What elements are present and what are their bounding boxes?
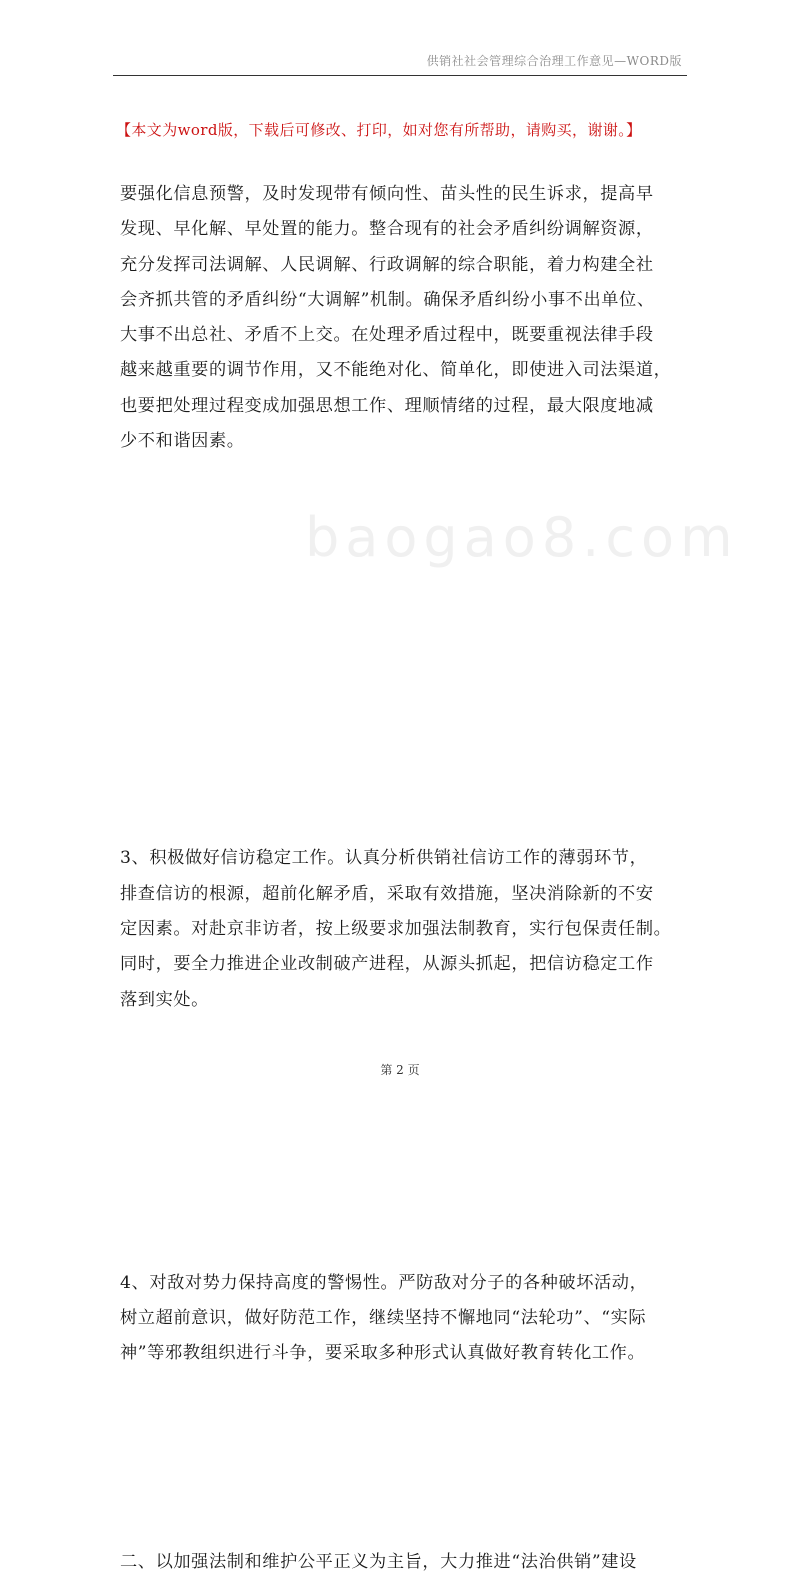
text-line: 定因素。对赴京非访者，按上级要求加强法制教育，实行包保责任制。 — [120, 918, 672, 939]
paragraph-petition-stability — [120, 841, 692, 1017]
text-line: 越来越重要的调节作用，又不能绝对化、简单化，即使进入司法渠道， — [120, 360, 672, 381]
text-line: 同时，要全力推进企业改制破产进程，从源头抓起，把信访稳定工作 — [120, 954, 654, 975]
text-line: 发现、早化解、早处置的能力。整合现有的社会矛盾纠纷调解资源， — [120, 219, 654, 240]
text-line: 落到实处。 — [120, 989, 209, 1010]
document-header-title: 供销社社会管理综合治理工作意见—WORD版 — [426, 54, 682, 68]
text-line: 排查信访的根源，超前化解矛盾，采取有效措施，坚决消除新的不安 — [120, 883, 654, 904]
paragraph-1 — [120, 177, 692, 459]
text-line: 树立超前意识，做好防范工作，继续坚持不懈地同“法轮功”、“实际 — [120, 1308, 647, 1329]
header-divider — [113, 75, 687, 76]
text-line: 3、积极做好信访稳定工作。认真分析供销社信访工作的薄弱环节， — [120, 848, 648, 869]
text-line: 会齐抓共管的矛盾纠纷“大调解”机制。确保矛盾纠纷小事不出单位、 — [120, 289, 655, 310]
text-line: 大事不出总社、矛盾不上交。在处理矛盾过程中，既要重视法律手段 — [120, 325, 654, 346]
text-line: 少不和谐因素。 — [120, 431, 245, 452]
download-notice: 【本文为word版，下载后可修改、打印，如对您有所帮助，请购买，谢谢。】 — [116, 121, 642, 139]
text-line: 4、对敌对势力保持高度的警惕性。严防敌对分子的各种破坏活动， — [120, 1272, 648, 1293]
text-line: 也要把处理过程变成加强思想工作、理顺情绪的过程，最大限度地减 — [120, 395, 654, 416]
heading-line: 二、以加强法制和维护公平正义为主旨，大力推进“法治供销”建设 — [120, 1551, 637, 1572]
page-number: 第 2 页 — [380, 1063, 420, 1077]
paragraph-vigilance — [120, 1266, 692, 1372]
watermark: baogao8.com — [305, 506, 739, 569]
text-line: 要强化信息预警，及时发现带有倾向性、苗头性的民生诉求，提高早 — [120, 184, 654, 204]
text-line: 神”等邪教组织进行斗争，要采取多种形式认真做好教育转化工作。 — [120, 1343, 646, 1364]
section-heading — [120, 1545, 692, 1580]
text-line: 充分发挥司法调解、人民调解、行政调解的综合职能，着力构建全社 — [120, 254, 654, 275]
